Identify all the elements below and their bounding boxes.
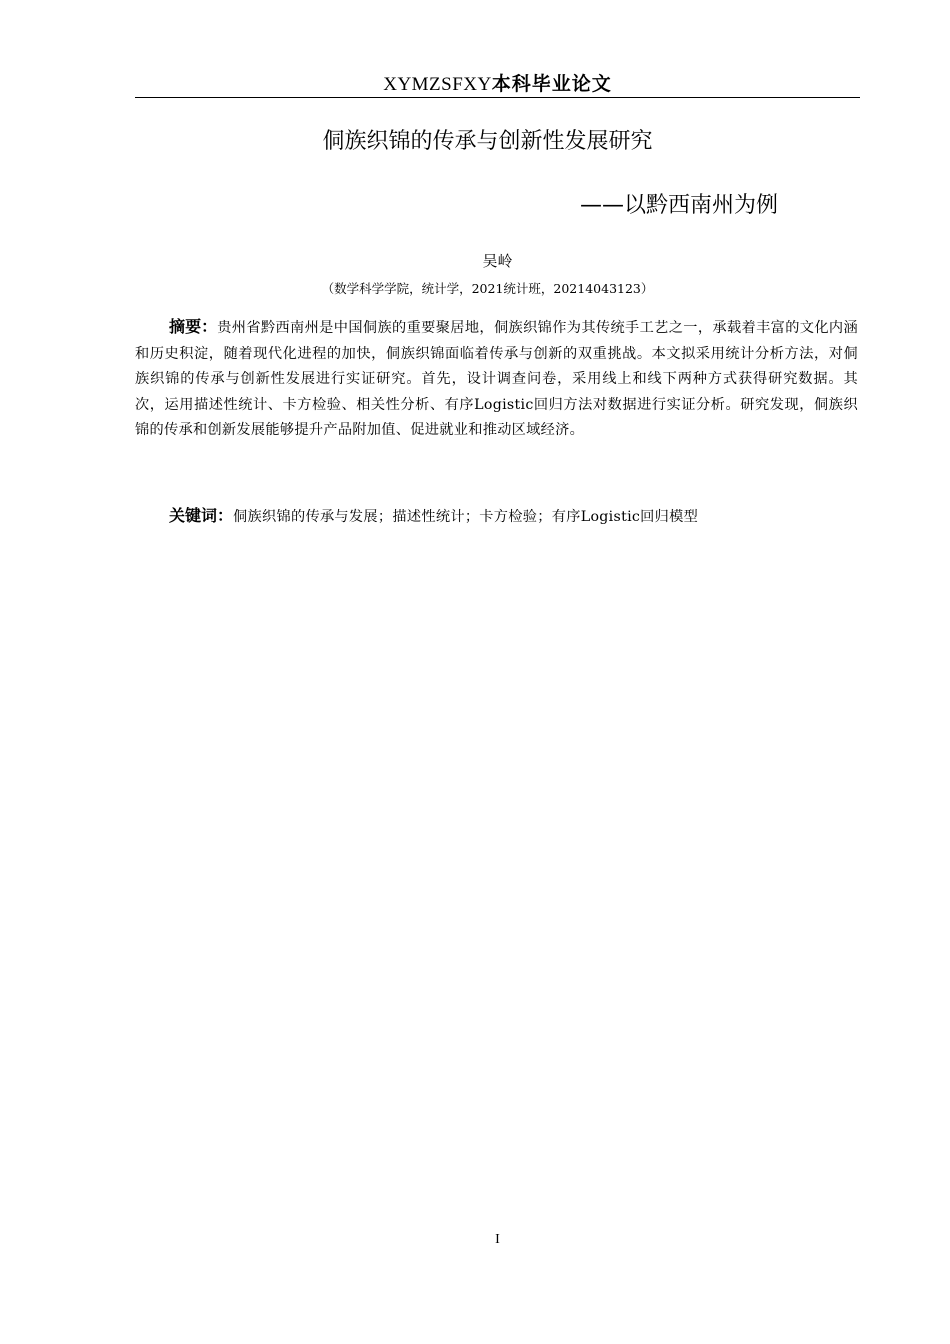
paper-subtitle: ——以黔西南州为例 <box>580 193 779 218</box>
paper-title: 侗族织锦的传承与创新性发展研究 <box>322 129 653 154</box>
abstract <box>135 314 858 444</box>
abstract-label: 摘要： <box>169 317 218 336</box>
header-code: XYMZSFXY <box>383 74 492 95</box>
page-header <box>135 70 860 98</box>
author-affiliation: （数学科学学院，统计学，2021统计班，20214043123） <box>321 281 654 296</box>
page-number: I <box>495 1232 500 1247</box>
keywords <box>135 503 858 530</box>
keywords-label: 关键词： <box>169 506 234 525</box>
keywords-text: 侗族织锦的传承与发展；描述性统计；卡方检验；有序Logistic回归模型 <box>233 509 699 525</box>
header-label: 本科毕业论文 <box>491 73 612 95</box>
abstract-text: 贵州省黔西南州是中国侗族的重要聚居地，侗族织锦作为其传统手工艺之一，承载着丰富的文化内涵和历史积淀，随着现代化进程的加快，侗族织锦面临着传承与创新的双重挑战。本文拟采用统计分析方法，对侗族织锦的传承与创新性发展进行实证研究。首先，设计调查问卷，采用线上和线下两种方式获得研究数据。其次，运用描述性统计、卡方检验、相关性分析、有序Logistic回归方法对数据进行实证分析。研究发现，侗族织锦的传承和创新发展能够提升产品附加值、促进就业和推动区域经济。 <box>135 320 858 438</box>
header-divider <box>135 97 860 98</box>
author-name: 吴岭 <box>482 252 513 270</box>
